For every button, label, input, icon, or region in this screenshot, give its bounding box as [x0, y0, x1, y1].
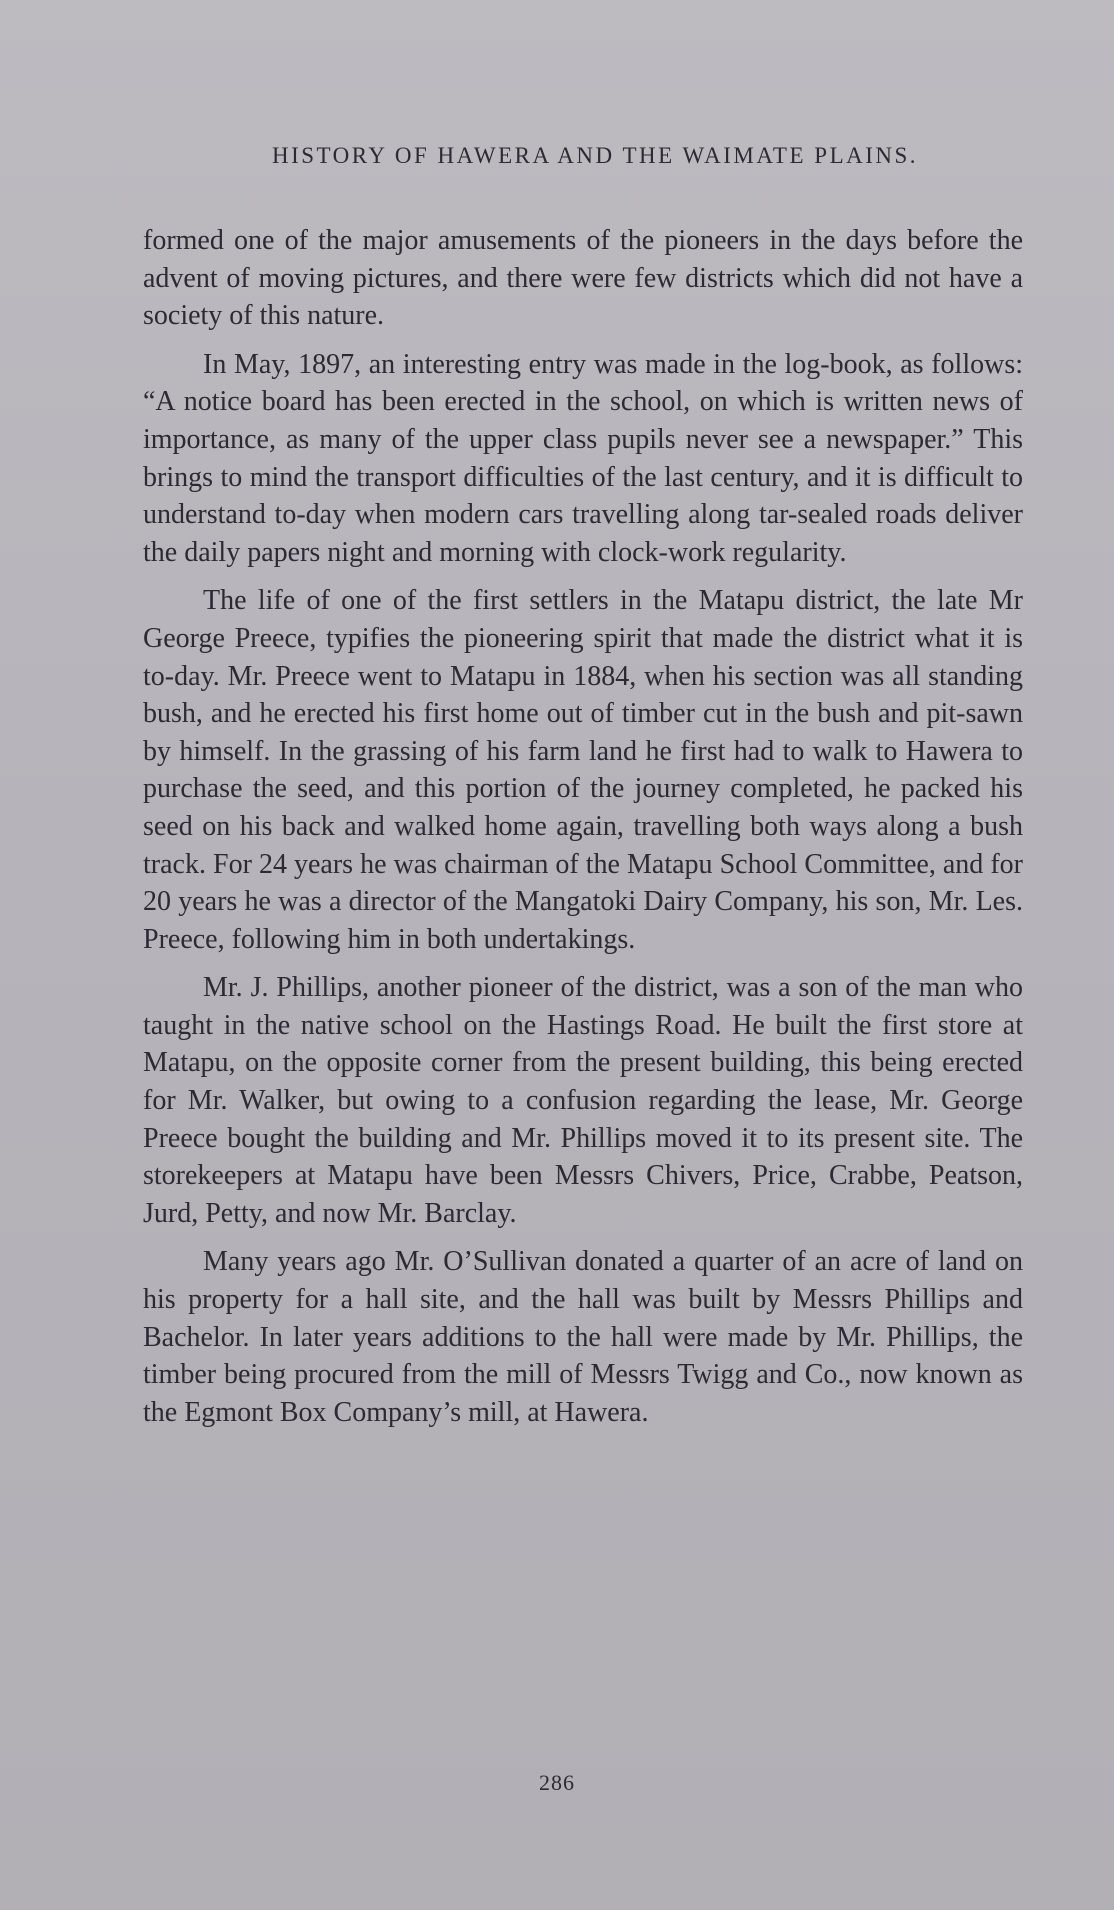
body-text	[143, 222, 1023, 1431]
paragraph-george-preece: The life of one of the first settlers in the Matapu district, the late Mr George Preece, typifies the pioneering spirit that made the district what it is to-day. Mr. Preece went to Matapu in 1884, when his section was all standing bush, and he erected his first home out of timber cut in the bush and pit-sawn by himself. In the grassing of his farm land he first had to walk to Hawera to purchase the seed, and this portion of the journey completed, he packed his seed on his back and walked home again, travelling both ways along a bush track. For 24 years he was chairman of the Matapu School Committee, and for 20 years he was a director of the Mangatoki Dairy Company, his son, Mr. Les. Preece, following him in both undertakings.	[143, 585, 1023, 955]
paragraph-notice-board: In May, 1897, an interesting entry was made in the log-book, as follows: “A notice board has been erected in the school, on which is written news of importance, as many of the upper class pupils never see a newspaper.” This brings to mind the transport difficulties of the last century, and it is difficult to understand to-day when modern cars travelling along tar-sealed roads deliver the daily papers night and morning with clock-work regularity.	[143, 348, 1023, 568]
page-number: 286	[539, 1770, 575, 1795]
paragraph-continued: formed one of the major amusements of the pioneers in the days before the advent of moving pictures, and there were few districts which did not have a society of this nature.	[143, 225, 1023, 332]
paragraph-hall-site: Many years ago Mr. O’Sullivan donated a quarter of an acre of land on his property for a hall site, and the hall was built by Messrs Phillips and Bachelor. In later years additions to the hall were made by Mr. Phillips, the timber being procured from the mill of Messrs Twigg and Co., now known as the Egmont Box Company’s mill, at Hawera.	[143, 1246, 1023, 1428]
running-head: HISTORY OF HAWERA AND THE WAIMATE PLAINS.	[271, 143, 919, 168]
paragraph-j-phillips: Mr. J. Phillips, another pioneer of the district, was a son of the man who taught in the native school on the Hastings Road. He built the first store at Matapu, on the opposite corner from the present building, this being erected for Mr. Walker, but owing to a confusion regarding the lease, Mr. George Preece bought the building and Mr. Phillips moved it to its present site. The storekeepers at Matapu have been Messrs Chivers, Price, Crabbe, Peatson, Jurd, Petty, and now Mr. Barclay.	[143, 972, 1023, 1229]
